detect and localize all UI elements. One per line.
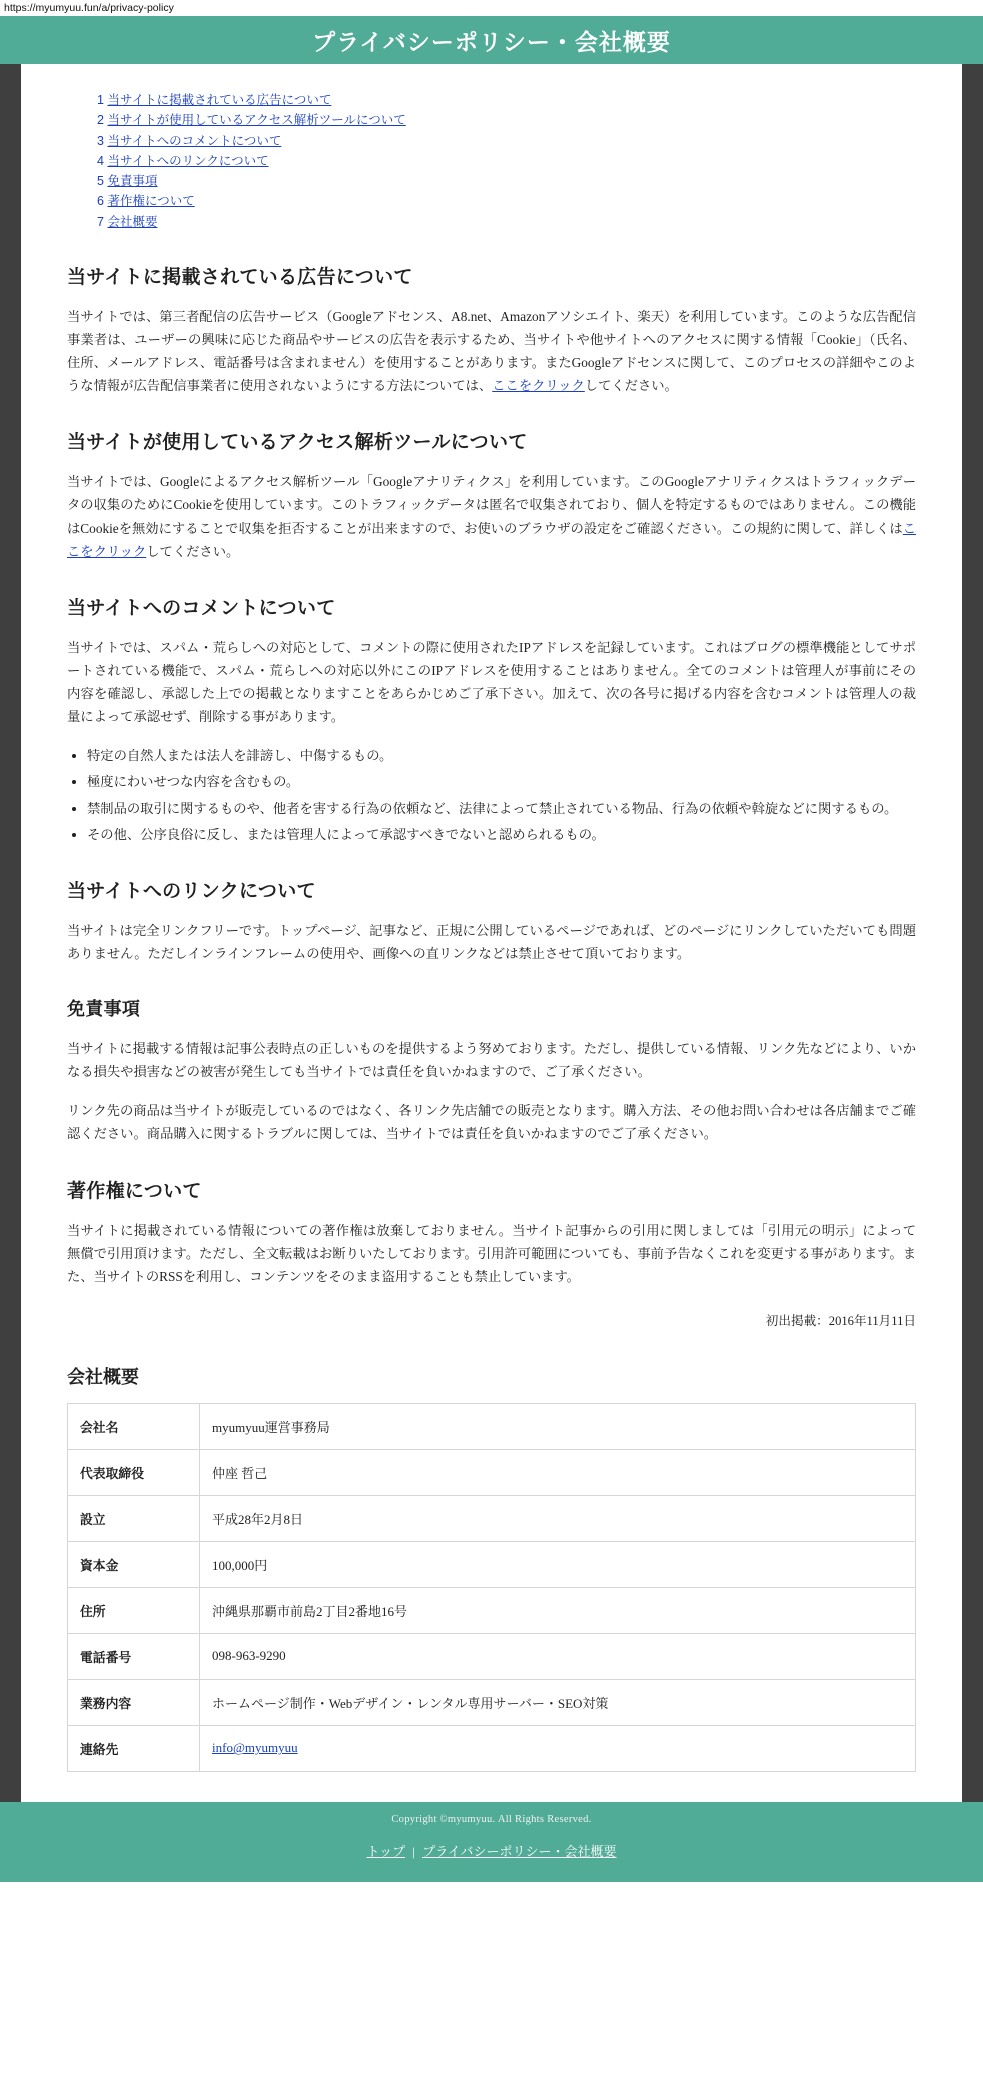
row-value: ホームページ制作・Webデザイン・レンタル専用サーバー・SEO対策 bbox=[200, 1679, 916, 1725]
section-paragraph: 当サイトは完全リンクフリーです。トップページ、記事など、正規に公開しているページであれば、どのページにリンクしていただいても問題ありません。ただしインラインフレームの使用や、画像への直リンクなどは禁止させて頂いております。 bbox=[67, 922, 916, 961]
contact-email-link[interactable]: info@myumyuu bbox=[212, 1740, 298, 1756]
list-item bbox=[97, 212, 916, 232]
toc-number: 1 bbox=[97, 93, 104, 107]
toc-link-disclaimer[interactable]: 免責事項 bbox=[107, 174, 158, 188]
row-label: 資本金 bbox=[68, 1541, 200, 1587]
toc-number: 4 bbox=[97, 153, 104, 168]
footer-separator: | bbox=[412, 1843, 415, 1859]
list-item: • 禁制品の取引に関するものや、他者を害する行為の依頼など、法律によって禁止されている物品、行為の依頼や斡旋などに関するもの。 bbox=[87, 797, 916, 820]
section-company bbox=[67, 1363, 916, 1772]
row-value: 098-963-9290 bbox=[200, 1633, 916, 1679]
section-heading-comments: 当サイトへのコメントについて bbox=[67, 597, 336, 619]
page-title: プライバシーポリシー・会社概要 bbox=[312, 28, 671, 55]
comments-prohibited-list bbox=[67, 744, 916, 846]
toc-number: 7 bbox=[97, 214, 104, 229]
list-item: • その他、公序良俗に反し、または管理人によって承認すべきでないと認められるもの。 bbox=[87, 823, 916, 846]
row-value: 仲座 哲己 bbox=[200, 1449, 916, 1495]
footer-links bbox=[0, 1841, 983, 1860]
analytics-terms-link[interactable]: ここをクリック bbox=[67, 520, 916, 559]
row-label: 連絡先 bbox=[68, 1725, 200, 1771]
browser-url-bar[interactable] bbox=[0, 0, 983, 16]
row-value: myumyuu運営事務局 bbox=[200, 1403, 916, 1449]
row-value: 沖縄県那覇市前島2丁目2番地16号 bbox=[200, 1587, 916, 1633]
page-footer bbox=[0, 1802, 983, 1882]
table-row bbox=[68, 1679, 916, 1725]
table-of-contents bbox=[97, 90, 916, 232]
company-info-table bbox=[67, 1403, 916, 1772]
list-item bbox=[97, 171, 916, 191]
toc-number: 3 bbox=[97, 133, 104, 148]
row-label: 電話番号 bbox=[68, 1633, 200, 1679]
toc-link-links[interactable]: 当サイトへのリンクについて bbox=[107, 153, 269, 168]
row-label: 代表取締役 bbox=[68, 1449, 200, 1495]
table-row bbox=[68, 1403, 916, 1449]
section-paragraph: 当サイトでは、スパム・荒らしへの対応として、コメントの際に使用されたIPアドレスを記録しています。これはブログの標準機能としてサポートされている機能で、スパム・荒らしへの対応以外にこのIPアドレスを使用することはありません。全てのコメントは管理人が事前にその内容を確認し、承認した上での掲載となりますことをあらかじめご了承下さい。加えて、次の各号に掲げる内容を含むコメントは管理人の裁量によって承認せず、削除する事があります。 bbox=[67, 639, 916, 725]
row-value: 平成28年2月8日 bbox=[200, 1495, 916, 1541]
table-row bbox=[68, 1541, 916, 1587]
section-ads bbox=[67, 262, 916, 398]
page-background bbox=[0, 64, 983, 1802]
row-label: 設立 bbox=[68, 1495, 200, 1541]
toc-number: 6 bbox=[97, 194, 104, 209]
paragraph-text-after-link: してください。 bbox=[584, 378, 678, 394]
footer-link-privacy[interactable]: プライバシーポリシー・会社概要 bbox=[422, 1843, 617, 1859]
section-heading-links: 当サイトへのリンクについて bbox=[67, 880, 316, 902]
section-heading-copyright: 著作権について bbox=[67, 1180, 202, 1202]
paragraph-text-before-link: 当サイトでは、第三者配信の広告サービス（Googleアドセンス、A8.net、Amazonアソシエイト、楽天）を利用しています。このような広告配信事業者は、ユーザーの興味に応じた商品やサービスの広告を表示するため、当サイトや他サイトへのアクセスに関する情報「Cookie」（氏名、住所、メールアドレス、電話番号は含まれません）を使用することがあります。またGoogleアドセンスに関して、このプロセスの詳細やこのような情報が広告配信事業者に使用されないようにする方法については、 bbox=[67, 308, 916, 394]
paragraph-text-after-link: してください。 bbox=[146, 543, 240, 559]
section-heading-disclaimer: 免責事項 bbox=[67, 999, 141, 1019]
toc-link-company[interactable]: 会社概要 bbox=[107, 214, 158, 229]
section-paragraph: 当サイトに掲載されている情報についての著作権は放棄しておりません。当サイト記事からの引用に関しましては「引用元の明示」によって無償で引用頂けます。ただし、全文転載はお断りいたしております。引用許可範囲についても、事前予告なくこれを変更する事があります。また、当サイトのRSSを利用し、コンテンツをそのまま盗用することも禁止しています。 bbox=[67, 1222, 916, 1284]
toc-number: 5 bbox=[97, 174, 104, 188]
footer-copyright: Copyright ©myumyuu. All Rights Reserved. bbox=[391, 1813, 592, 1825]
section-paragraph: 当サイトに掲載する情報は記事公表時点の正しいものを提供するよう努めております。ただし、提供している情報、リンク先などにより、いかなる損失や損害などの被害が発生しても当サイトでは責任を負いかねますので、ご了承ください。 bbox=[67, 1041, 916, 1080]
table-row bbox=[68, 1587, 916, 1633]
table-row bbox=[68, 1633, 916, 1679]
row-label: 住所 bbox=[68, 1587, 200, 1633]
list-item: • 特定の自然人または法人を誹謗し、中傷するもの。 bbox=[87, 744, 916, 767]
section-heading-company: 会社概要 bbox=[67, 1366, 139, 1387]
list-item bbox=[97, 131, 916, 151]
list-item bbox=[97, 90, 916, 110]
paragraph-text-before-link: 当サイトでは、Googleによるアクセス解析ツール「Googleアナリティクス」を利用しています。このGoogleアナリティクスはトラフィックデータの収集のためにCookieを使用しています。このトラフィックデータは匿名で収集されており、個人を特定するものではありません。この機能はCookieを無効にすることで収集を拒否することが出来ますので、お使いのブラウザの設定をご確認ください。この規約に関して、詳しくは bbox=[67, 474, 916, 536]
section-comments bbox=[67, 593, 916, 846]
toc-link-comments[interactable]: 当サイトへのコメントについて bbox=[107, 133, 282, 148]
section-paragraph bbox=[67, 470, 916, 563]
table-row bbox=[68, 1725, 916, 1771]
ads-opt-out-link[interactable]: ここをクリック bbox=[492, 378, 585, 394]
section-disclaimer bbox=[67, 995, 916, 1146]
list-item bbox=[97, 191, 916, 211]
list-item bbox=[97, 110, 916, 130]
toc-link-analytics[interactable]: 当サイトが使用しているアクセス解析ツールについて bbox=[107, 113, 406, 128]
content-sheet bbox=[21, 64, 962, 1802]
toc-number: 2 bbox=[97, 113, 104, 128]
section-heading-ads: 当サイトに掲載されている広告について bbox=[67, 266, 413, 288]
list-item: • 極度にわいせつな内容を含むもの。 bbox=[87, 770, 916, 793]
toc-link-ads[interactable]: 当サイトに掲載されている広告について bbox=[107, 93, 332, 107]
publish-date: 初出掲載：2016年11月11日 bbox=[765, 1313, 916, 1328]
section-paragraph bbox=[67, 305, 916, 398]
row-value bbox=[200, 1725, 916, 1771]
section-paragraph: リンク先の商品は当サイトが販売しているのではなく、各リンク先店舗での販売となります。購入方法、その他お問い合わせは各店舗までご確認ください。商品購入に関するトラブルに関しては、当サイトでは責任を負いかねますのでご了承ください。 bbox=[67, 1103, 916, 1142]
section-heading-analytics: 当サイトが使用しているアクセス解析ツールについて bbox=[67, 432, 528, 454]
list-item bbox=[97, 151, 916, 171]
section-links bbox=[67, 876, 916, 965]
page-header bbox=[0, 16, 983, 64]
table-row bbox=[68, 1495, 916, 1541]
url-text: https://myumyuu.fun/a/privacy-policy bbox=[4, 2, 174, 14]
section-copyright bbox=[67, 1176, 916, 1329]
footer-link-home[interactable]: トップ bbox=[366, 1843, 406, 1859]
row-label: 会社名 bbox=[68, 1403, 200, 1449]
toc-link-copyright[interactable]: 著作権について bbox=[107, 194, 195, 209]
table-row bbox=[68, 1449, 916, 1495]
section-analytics bbox=[67, 427, 916, 563]
row-value: 100,000円 bbox=[200, 1541, 916, 1587]
row-label: 業務内容 bbox=[68, 1679, 200, 1725]
